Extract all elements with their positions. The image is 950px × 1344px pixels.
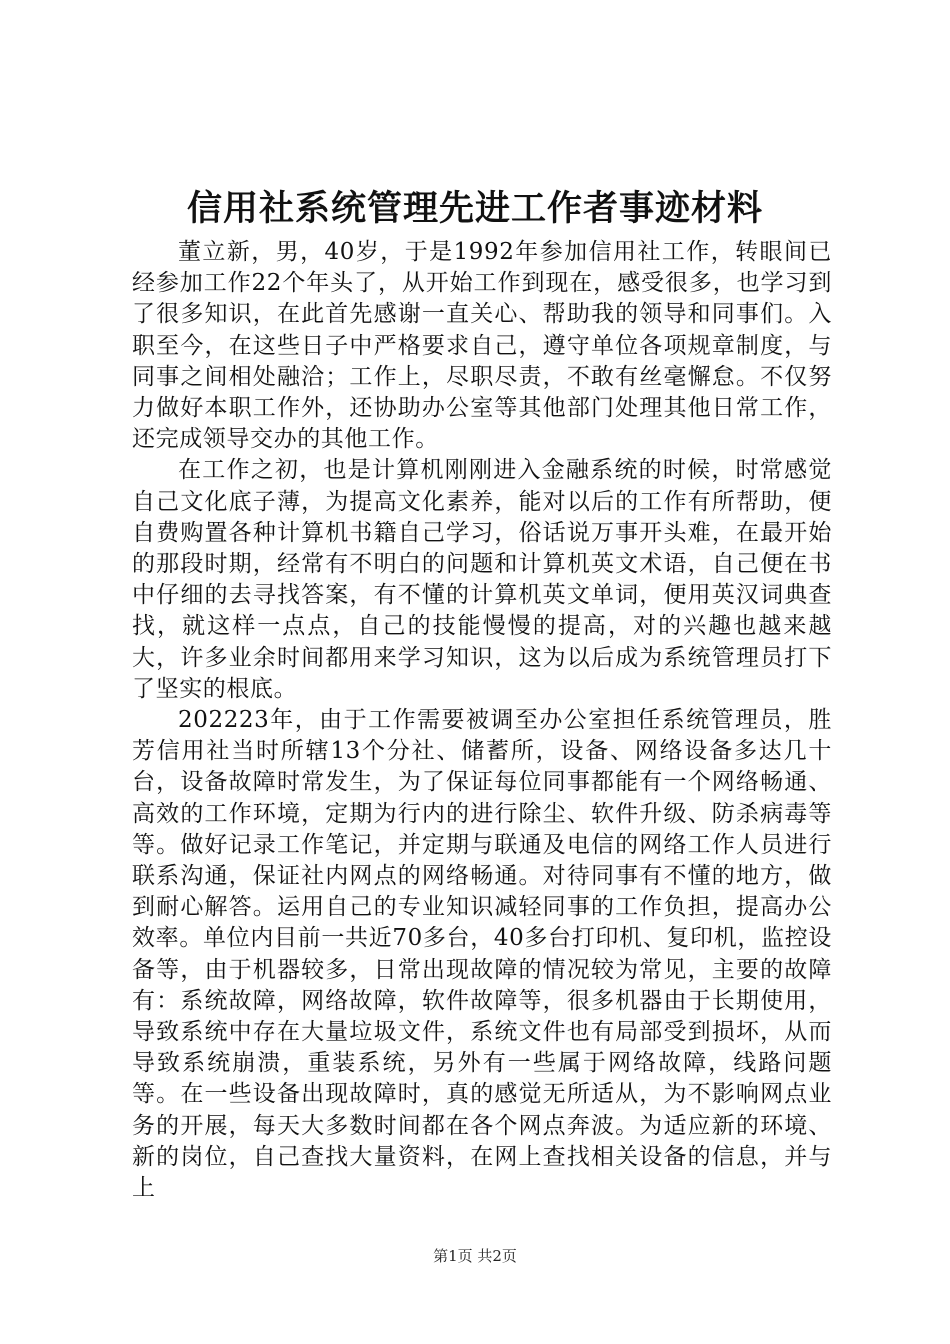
page-footer: 第1页 共2页	[433, 1247, 517, 1265]
paragraph-3: 202223年，由于工作需要被调至办公室担任系统管理员，胜芳信用社当时所辖13个分社、储蓄所，设备、网络设备多达几十台，设备故障时常发生，为了保证每位同事都能有一个网络畅通、高效的工作环境，定期为行内的进行除尘、软件升级、防杀病毒等等。做好记录工作笔记，并定期与联通及电信的网络工作人员进行联系沟通，保证社内网点的网络畅通。对待同事有不懂的地方，做到耐心解答。运用自己的专业知识减轻同事的工作负担，提高办公效率。单位内目前一共近70多台，40多台打印机、复印机，监控设备等，由于机器较多，日常出现故障的情况较为常见，主要的故障有：系统故障，网络故障，软件故障等，很多机器由于长期使用，导致系统中存在大量垃圾文件，系统文件也有局部受到损坏，从而导致系统崩溃，重装系统，另外有一些属于网络故障，线路问题等。在一些设备出现故障时，真的感觉无所适从，为不影响网点业务的开展，每天大多数时间都在各个网点奔波。为适应新的环境、新的岗位，自己查找大量资料，在网上查找相关设备的信息，并与上	[132, 707, 832, 1202]
page-title: 信用社系统管理先进工作者事迹材料	[186, 188, 763, 229]
paragraph-1: 董立新，男，40岁，于是1992年参加信用社工作，转眼间已经参加工作22个年头了，从开始工作到现在，感受很多，也学习到了很多知识，在此首先感谢一直关心、帮助我的领导和同事们。入职至今，在这些日子中严格要求自己，遵守单位各项规章制度，与同事之间相处融洽；工作上，尽职尽责，不敢有丝毫懈怠。不仅努力做好本职工作外，还协助办公室等其他部门处理其他日常工作，还完成领导交办的其他工作。	[132, 239, 832, 453]
document-body	[132, 237, 832, 1204]
paragraph-2: 在工作之初，也是计算机刚刚进入金融系统的时候，时常感觉自己文化底子薄，为提高文化素养，能对以后的工作有所帮助，便自费购置各种计算机书籍自己学习，俗话说万事开头难，在最开始的那段时期，经常有不明白的问题和计算机英文术语，自己便在书中仔细的去寻找答案，有不懂的计算机英文单词，便用英汉词典查找，就这样一点点，自己的技能慢慢的提高，对的兴趣也越来越大，许多业余时间都用来学习知识，这为以后成为系统管理员打下了坚实的根底。	[132, 457, 832, 702]
